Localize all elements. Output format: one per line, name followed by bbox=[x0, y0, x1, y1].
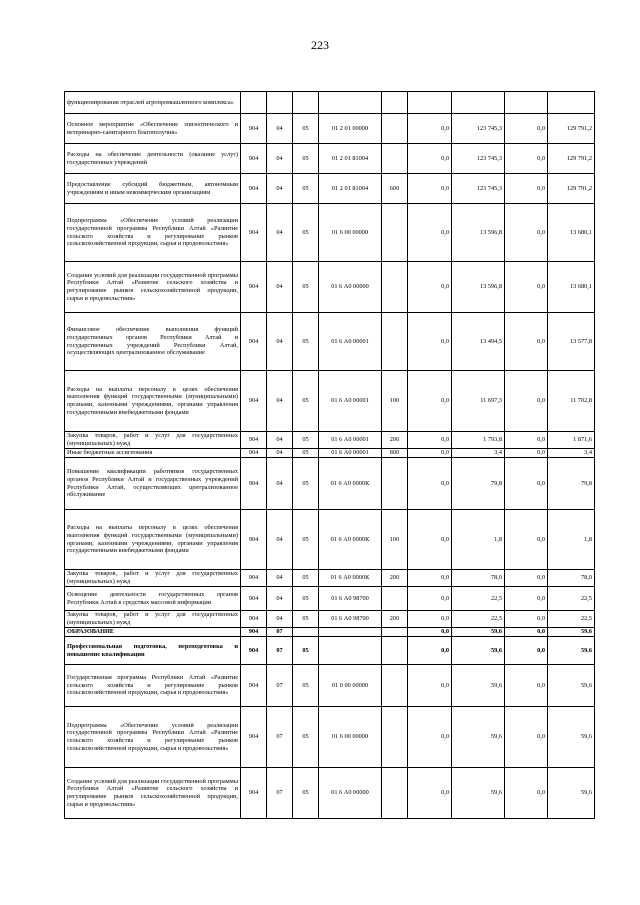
table-row bbox=[65, 637, 595, 665]
row-value-1: 0,0 bbox=[408, 570, 452, 587]
row-rz: 04 bbox=[267, 174, 293, 204]
row-rz: 04 bbox=[267, 204, 293, 262]
row-csr: 01 6 А0 98700 bbox=[319, 611, 382, 628]
row-value-2: 123 745,3 bbox=[452, 144, 505, 174]
row-name: Основное мероприятие «Обеспечение эпизоотического и ветеринарно-санитарного благополучия» bbox=[65, 114, 241, 144]
row-value-3: 0,0 bbox=[505, 768, 548, 819]
row-pr: 05 bbox=[293, 313, 319, 371]
row-value-1: 0,0 bbox=[408, 637, 452, 665]
row-value-3: 0,0 bbox=[505, 587, 548, 611]
row-value-1: 0,0 bbox=[408, 114, 452, 144]
row-csr bbox=[319, 637, 382, 665]
row-value-4: 1 871,6 bbox=[548, 432, 595, 449]
row-value-4: 59,6 bbox=[548, 768, 595, 819]
row-csr bbox=[319, 92, 382, 114]
row-value-2: 123 745,3 bbox=[452, 114, 505, 144]
row-value-3: 0,0 bbox=[505, 570, 548, 587]
row-csr: 01 2 01 81004 bbox=[319, 144, 382, 174]
row-vr bbox=[382, 665, 408, 707]
row-name: Расходы на выплаты персоналу в целях обеспечения выполнения функций государственными (муниципальными) органами, казенными учреждениями, органами управления государственными внебюджетными фондами bbox=[65, 510, 241, 570]
row-value-2: 59,6 bbox=[452, 768, 505, 819]
row-name: Закупка товаров, работ и услуг для государственных (муниципальных) нужд bbox=[65, 611, 241, 628]
row-rz: 04 bbox=[267, 144, 293, 174]
row-value-2: 79,8 bbox=[452, 458, 505, 510]
row-gr: 904 bbox=[241, 432, 267, 449]
row-value-3: 0,0 bbox=[505, 174, 548, 204]
row-rz: 07 bbox=[267, 628, 293, 637]
row-gr: 904 bbox=[241, 637, 267, 665]
table-row bbox=[65, 174, 595, 204]
row-value-1: 0,0 bbox=[408, 371, 452, 432]
row-csr: 01 2 01 00000 bbox=[319, 114, 382, 144]
row-pr: 05 bbox=[293, 114, 319, 144]
row-rz bbox=[267, 92, 293, 114]
row-value-4: 59,6 bbox=[548, 637, 595, 665]
row-value-2 bbox=[452, 92, 505, 114]
table-row bbox=[65, 768, 595, 819]
row-pr: 05 bbox=[293, 768, 319, 819]
row-csr: 01 6 А0 0000К bbox=[319, 458, 382, 510]
row-csr: 01 6 А0 00001 bbox=[319, 371, 382, 432]
row-csr: 01 2 01 81004 bbox=[319, 174, 382, 204]
table-row bbox=[65, 665, 595, 707]
row-value-3: 0,0 bbox=[505, 432, 548, 449]
row-rz: 04 bbox=[267, 432, 293, 449]
row-csr: 01 6 А0 00001 bbox=[319, 432, 382, 449]
row-name: Подпрограмма «Обеспечение условий реализации государственной программы Республики Алтай «Развитие сельского хозяйства и регулирование рынков сельскохозяйственной продукции, сырья и продовольствия» bbox=[65, 204, 241, 262]
row-pr bbox=[293, 628, 319, 637]
row-pr: 05 bbox=[293, 432, 319, 449]
row-value-4: 13 577,8 bbox=[548, 313, 595, 371]
row-gr: 904 bbox=[241, 611, 267, 628]
row-vr: 200 bbox=[382, 432, 408, 449]
row-rz: 04 bbox=[267, 510, 293, 570]
row-value-1: 0,0 bbox=[408, 458, 452, 510]
row-gr: 904 bbox=[241, 458, 267, 510]
row-csr: 01 6 А0 0000К bbox=[319, 510, 382, 570]
row-gr: 904 bbox=[241, 628, 267, 637]
row-value-4: 22,5 bbox=[548, 587, 595, 611]
row-vr bbox=[382, 114, 408, 144]
row-rz: 04 bbox=[267, 262, 293, 313]
table-row bbox=[65, 371, 595, 432]
row-gr: 904 bbox=[241, 144, 267, 174]
row-name: Иные бюджетные ассигнования bbox=[65, 449, 241, 458]
row-csr: 01 6 А0 00001 bbox=[319, 313, 382, 371]
row-pr: 05 bbox=[293, 371, 319, 432]
row-pr: 05 bbox=[293, 707, 319, 768]
row-value-3: 0,0 bbox=[505, 204, 548, 262]
row-value-3: 0,0 bbox=[505, 510, 548, 570]
row-rz: 04 bbox=[267, 587, 293, 611]
row-value-4: 129 791,2 bbox=[548, 144, 595, 174]
row-value-4: 1,8 bbox=[548, 510, 595, 570]
row-value-3: 0,0 bbox=[505, 611, 548, 628]
row-value-2: 13 596,8 bbox=[452, 262, 505, 313]
row-rz: 04 bbox=[267, 458, 293, 510]
row-csr: 01 6 00 00000 bbox=[319, 707, 382, 768]
table-row bbox=[65, 611, 595, 628]
row-value-2: 1,8 bbox=[452, 510, 505, 570]
page-number: 223 bbox=[311, 38, 329, 52]
row-csr: 01 6 А0 0000К bbox=[319, 570, 382, 587]
row-vr bbox=[382, 458, 408, 510]
row-rz: 07 bbox=[267, 768, 293, 819]
row-vr bbox=[382, 262, 408, 313]
row-value-4: 59,6 bbox=[548, 707, 595, 768]
row-vr bbox=[382, 92, 408, 114]
row-gr: 904 bbox=[241, 707, 267, 768]
row-value-2: 3,4 bbox=[452, 449, 505, 458]
row-pr: 05 bbox=[293, 611, 319, 628]
row-csr: 01 6 00 00000 bbox=[319, 204, 382, 262]
row-pr: 05 bbox=[293, 458, 319, 510]
row-vr: 100 bbox=[382, 510, 408, 570]
row-vr: 200 bbox=[382, 611, 408, 628]
row-value-4: 11 702,8 bbox=[548, 371, 595, 432]
row-value-3: 0,0 bbox=[505, 371, 548, 432]
row-name: Расходы на выплаты персоналу в целях обеспечения выполнения функций государственными (муниципальными) органами, казенными учреждениями, органами управления государственными внебюджетными фондами bbox=[65, 371, 241, 432]
row-value-1: 0,0 bbox=[408, 628, 452, 637]
row-name: Создание условий для реализации государственной программы Республики Алтай «Развитие сельского хозяйства и регулирование рынков сельскохозяйственной продукции, сырья и продовольствия» bbox=[65, 768, 241, 819]
row-value-3: 0,0 bbox=[505, 665, 548, 707]
row-rz: 04 bbox=[267, 114, 293, 144]
table-row bbox=[65, 204, 595, 262]
row-value-2: 1 793,8 bbox=[452, 432, 505, 449]
row-value-4: 59,6 bbox=[548, 628, 595, 637]
row-gr: 904 bbox=[241, 449, 267, 458]
row-name: Закупка товаров, работ и услуг для государственных (муниципальных) нужд bbox=[65, 432, 241, 449]
row-value-2: 59,6 bbox=[452, 707, 505, 768]
row-name: Профессиональная подготовка, переподготовка и повышение квалификации bbox=[65, 637, 241, 665]
table-row bbox=[65, 114, 595, 144]
row-vr: 100 bbox=[382, 371, 408, 432]
row-value-1: 0,0 bbox=[408, 144, 452, 174]
row-csr: 01 0 00 00000 bbox=[319, 665, 382, 707]
row-csr: 01 6 А0 00000 bbox=[319, 768, 382, 819]
row-gr: 904 bbox=[241, 204, 267, 262]
row-gr: 904 bbox=[241, 665, 267, 707]
row-gr: 904 bbox=[241, 570, 267, 587]
row-gr: 904 bbox=[241, 768, 267, 819]
table-row bbox=[65, 458, 595, 510]
row-value-3: 0,0 bbox=[505, 262, 548, 313]
row-value-3: 0,0 bbox=[505, 637, 548, 665]
row-value-2: 22,5 bbox=[452, 611, 505, 628]
row-gr: 904 bbox=[241, 262, 267, 313]
budget-table bbox=[64, 91, 595, 819]
row-gr: 904 bbox=[241, 587, 267, 611]
row-value-1: 0,0 bbox=[408, 768, 452, 819]
row-pr: 05 bbox=[293, 570, 319, 587]
row-value-3 bbox=[505, 92, 548, 114]
row-value-1 bbox=[408, 92, 452, 114]
row-vr bbox=[382, 144, 408, 174]
table-row bbox=[65, 313, 595, 371]
table-row bbox=[65, 92, 595, 114]
row-value-1: 0,0 bbox=[408, 510, 452, 570]
row-value-1: 0,0 bbox=[408, 313, 452, 371]
row-pr: 05 bbox=[293, 144, 319, 174]
row-name: Закупка товаров, работ и услуг для государственных (муниципальных) нужд bbox=[65, 570, 241, 587]
row-value-2: 123 745,3 bbox=[452, 174, 505, 204]
row-rz: 04 bbox=[267, 371, 293, 432]
row-vr bbox=[382, 313, 408, 371]
row-name: Государственная программа Республики Алтай «Развитие сельского хозяйства и регулирование рынков сельскохозяйственной продукции, сырья и продовольствия» bbox=[65, 665, 241, 707]
row-value-3: 0,0 bbox=[505, 114, 548, 144]
row-value-3: 0,0 bbox=[505, 313, 548, 371]
row-gr: 904 bbox=[241, 313, 267, 371]
row-value-4: 129 791,2 bbox=[548, 114, 595, 144]
table-row bbox=[65, 144, 595, 174]
row-pr: 05 bbox=[293, 174, 319, 204]
row-pr: 05 bbox=[293, 587, 319, 611]
table-row bbox=[65, 570, 595, 587]
table-row bbox=[65, 510, 595, 570]
row-rz: 04 bbox=[267, 570, 293, 587]
row-vr: 800 bbox=[382, 449, 408, 458]
row-value-3: 0,0 bbox=[505, 449, 548, 458]
row-rz: 04 bbox=[267, 611, 293, 628]
row-pr: 05 bbox=[293, 637, 319, 665]
row-value-4: 79,8 bbox=[548, 458, 595, 510]
table-row bbox=[65, 707, 595, 768]
row-name: Создание условий для реализации государственной программы Республики Алтай «Развитие сельского хозяйства и регулирование рынков сельскохозяйственной продукции, сырья и продовольствия» bbox=[65, 262, 241, 313]
row-value-1: 0,0 bbox=[408, 611, 452, 628]
row-pr: 05 bbox=[293, 204, 319, 262]
row-name: Финансовое обеспечение выполнения функций государственных органов Республики Алтай и государственных учреждений Республики Алтай, осуществляющих централизованное обслуживание bbox=[65, 313, 241, 371]
table-row bbox=[65, 587, 595, 611]
row-gr: 904 bbox=[241, 371, 267, 432]
row-vr: 600 bbox=[382, 174, 408, 204]
row-rz: 07 bbox=[267, 707, 293, 768]
row-pr bbox=[293, 92, 319, 114]
row-value-2: 59,6 bbox=[452, 628, 505, 637]
row-gr bbox=[241, 92, 267, 114]
row-gr: 904 bbox=[241, 510, 267, 570]
row-value-4: 13 680,1 bbox=[548, 262, 595, 313]
table-row bbox=[65, 432, 595, 449]
row-vr bbox=[382, 628, 408, 637]
row-value-2: 13 494,5 bbox=[452, 313, 505, 371]
row-value-2: 11 697,3 bbox=[452, 371, 505, 432]
row-csr: 01 6 А0 00001 bbox=[319, 449, 382, 458]
row-name: Освещение деятельности государственных органов Республики Алтай в средствах массовой информации bbox=[65, 587, 241, 611]
row-value-4: 22,5 bbox=[548, 611, 595, 628]
row-pr: 05 bbox=[293, 262, 319, 313]
row-vr bbox=[382, 768, 408, 819]
row-value-2: 59,6 bbox=[452, 637, 505, 665]
row-value-3: 0,0 bbox=[505, 707, 548, 768]
row-value-4: 13 680,1 bbox=[548, 204, 595, 262]
row-value-4: 59,6 bbox=[548, 665, 595, 707]
row-name: ОБРАЗОВАНИЕ bbox=[65, 628, 241, 637]
row-value-4 bbox=[548, 92, 595, 114]
row-value-2: 22,5 bbox=[452, 587, 505, 611]
row-value-1: 0,0 bbox=[408, 587, 452, 611]
table-row bbox=[65, 262, 595, 313]
row-rz: 04 bbox=[267, 313, 293, 371]
row-value-3: 0,0 bbox=[505, 628, 548, 637]
row-value-1: 0,0 bbox=[408, 174, 452, 204]
table-row bbox=[65, 628, 595, 637]
row-csr: 01 6 А0 00000 bbox=[319, 262, 382, 313]
row-value-2: 13 596,8 bbox=[452, 204, 505, 262]
row-value-1: 0,0 bbox=[408, 707, 452, 768]
row-value-1: 0,0 bbox=[408, 204, 452, 262]
row-name: Расходы на обеспечение деятельности (оказание услуг) государственных учреждений bbox=[65, 144, 241, 174]
row-value-4: 3,4 bbox=[548, 449, 595, 458]
row-pr: 05 bbox=[293, 449, 319, 458]
row-gr: 904 bbox=[241, 174, 267, 204]
row-vr bbox=[382, 204, 408, 262]
table-row bbox=[65, 449, 595, 458]
row-value-1: 0,0 bbox=[408, 449, 452, 458]
row-rz: 04 bbox=[267, 449, 293, 458]
row-name: Повышение квалификации работников государственных органов Республики Алтай и государственных учреждений Республики Алтай, осуществляющих централизованное обслуживание bbox=[65, 458, 241, 510]
row-vr bbox=[382, 587, 408, 611]
row-name: функционирования отраслей агропромышленного комплекса» bbox=[65, 92, 241, 114]
row-pr: 05 bbox=[293, 510, 319, 570]
row-value-3: 0,0 bbox=[505, 458, 548, 510]
row-value-3: 0,0 bbox=[505, 144, 548, 174]
row-vr: 200 bbox=[382, 570, 408, 587]
row-name: Предоставление субсидий бюджетным, автономным учреждениям и иным некоммерческим организациям bbox=[65, 174, 241, 204]
row-value-4: 78,0 bbox=[548, 570, 595, 587]
row-value-1: 0,0 bbox=[408, 262, 452, 313]
row-vr bbox=[382, 707, 408, 768]
row-name: Подпрограмма «Обеспечение условий реализации государственной программы Республики Алтай «Развитие сельского хозяйства и регулирование рынков сельскохозяйственной продукции, сырья и продовольствия» bbox=[65, 707, 241, 768]
row-value-1: 0,0 bbox=[408, 665, 452, 707]
row-value-2: 78,0 bbox=[452, 570, 505, 587]
row-value-4: 129 791,2 bbox=[548, 174, 595, 204]
row-vr bbox=[382, 637, 408, 665]
row-pr: 05 bbox=[293, 665, 319, 707]
row-value-1: 0,0 bbox=[408, 432, 452, 449]
row-rz: 07 bbox=[267, 637, 293, 665]
row-gr: 904 bbox=[241, 114, 267, 144]
row-csr bbox=[319, 628, 382, 637]
row-value-2: 59,6 bbox=[452, 665, 505, 707]
row-rz: 07 bbox=[267, 665, 293, 707]
row-csr: 01 6 А0 98700 bbox=[319, 587, 382, 611]
